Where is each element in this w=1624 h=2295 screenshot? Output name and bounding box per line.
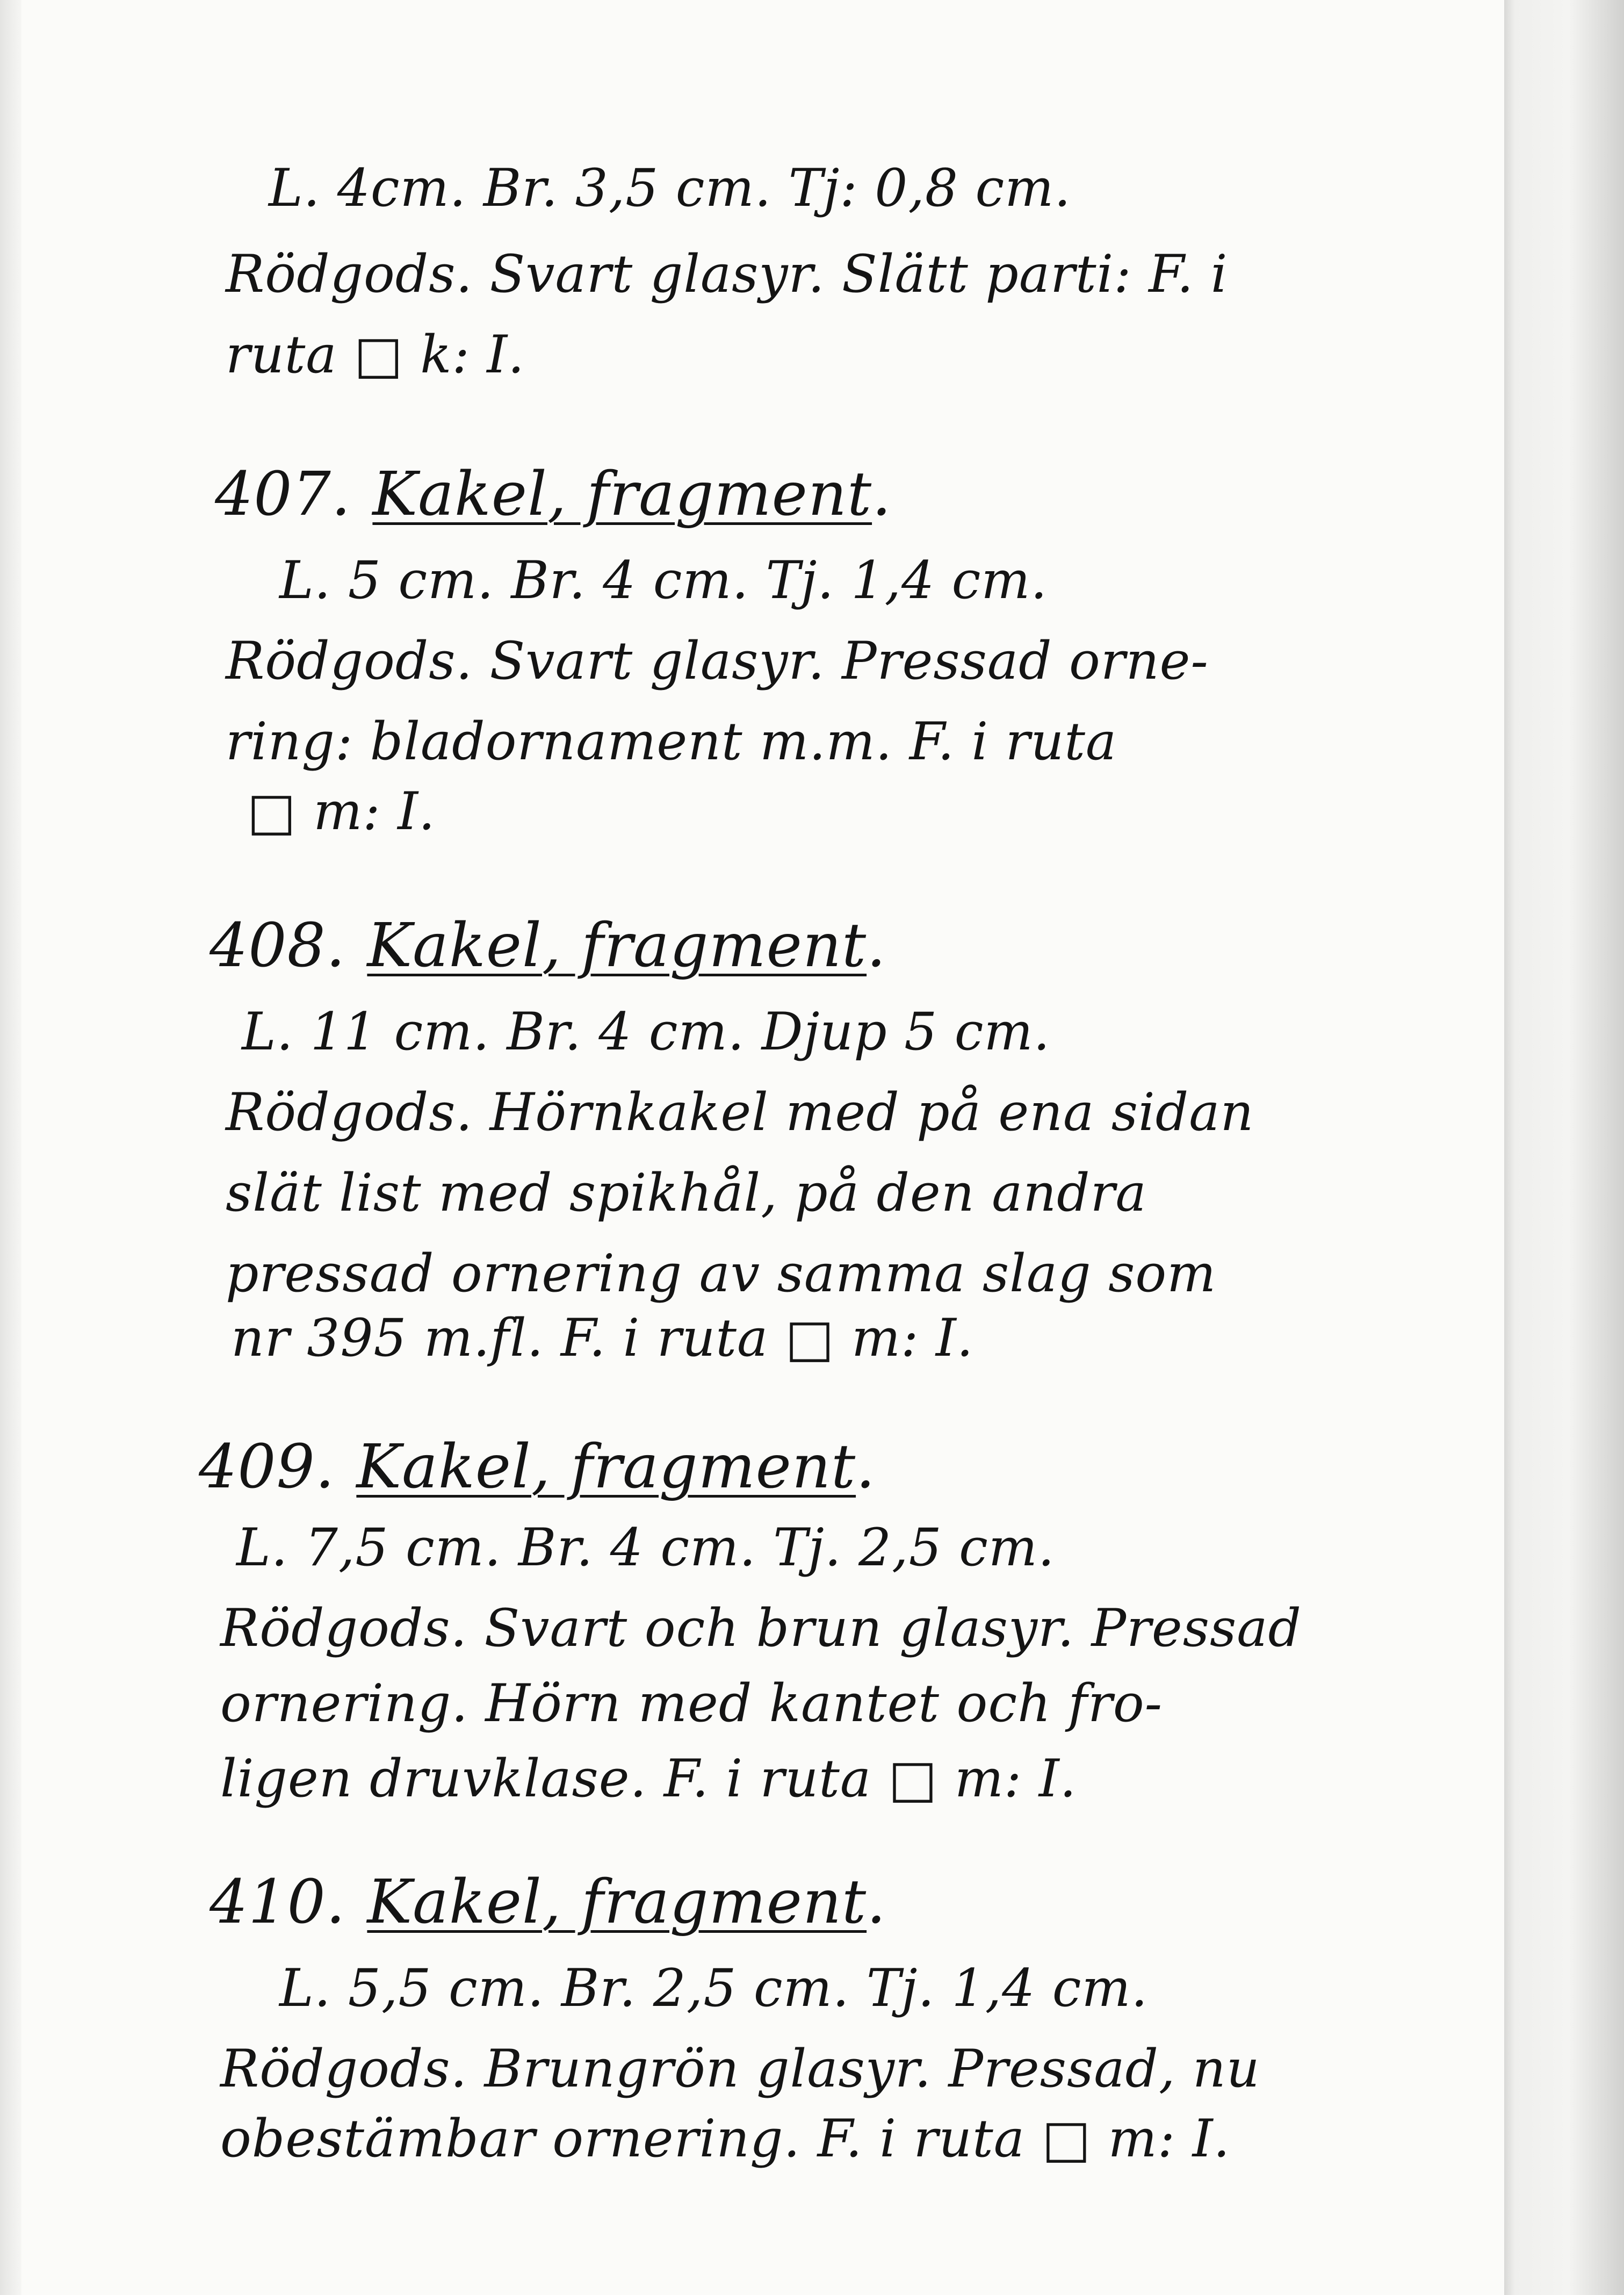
entry-title: Kakel, fragment	[356, 1432, 856, 1502]
entry-number: 410.	[210, 1867, 346, 1937]
text-line: ligen druvklase. F. i ruta □ m: I.	[220, 1749, 1077, 1809]
text-line: L. 5 cm. Br. 4 cm. Tj. 1,4 cm.	[279, 550, 1048, 610]
text-line: nr 395 m.fl. F. i ruta □ m: I.	[231, 1308, 974, 1368]
text-line: □ m: I.	[247, 781, 436, 841]
entry-number: 409.	[199, 1432, 335, 1502]
entry-title: Kakel, fragment	[367, 911, 867, 981]
entry-title: Kakel, fragment	[367, 1867, 867, 1937]
text-line: L. 4cm. Br. 3,5 cm. Tj: 0,8 cm.	[269, 158, 1071, 218]
text-line: Rödgods. Svart glasyr. Slätt parti: F. i	[226, 244, 1228, 304]
text-line: L. 7,5 cm. Br. 4 cm. Tj. 2,5 cm.	[236, 1517, 1055, 1578]
page-left-edge	[0, 0, 21, 2295]
text-line: slät list med spikhål, på den andra	[226, 1163, 1147, 1223]
text-line: L. 11 cm. Br. 4 cm. Djup 5 cm.	[242, 1002, 1051, 1062]
entry-heading: 407. Kakel, fragment.	[215, 459, 892, 529]
entry-title: Kakel, fragment	[372, 459, 872, 529]
text-line: Rödgods. Brungrön glasyr. Pressad, nu	[220, 2039, 1260, 2099]
page-right-edge	[1504, 0, 1624, 2295]
entry-heading: 409. Kakel, fragment.	[199, 1432, 876, 1502]
entry-number: 408.	[210, 911, 346, 981]
text-line: ornering. Hörn med kantet och fro-	[220, 1673, 1163, 1733]
entry-heading: 410. Kakel, fragment.	[210, 1867, 886, 1937]
text-line: pressad ornering av samma slag som	[226, 1243, 1217, 1304]
text-line: Rödgods. Hörnkakel med på ena sidan	[226, 1082, 1254, 1142]
entry-heading: 408. Kakel, fragment.	[210, 911, 886, 981]
text-line: ring: bladornament m.m. F. i ruta	[226, 711, 1117, 772]
text-line: ruta □ k: I.	[226, 325, 525, 385]
text-line: Rödgods. Svart och brun glasyr. Pressad	[220, 1598, 1302, 1658]
text-line: obestämbar ornering. F. i ruta □ m: I.	[220, 2109, 1230, 2169]
entry-number: 407.	[215, 459, 351, 529]
text-line: L. 5,5 cm. Br. 2,5 cm. Tj. 1,4 cm.	[279, 1958, 1149, 2018]
text-line: Rödgods. Svart glasyr. Pressad orne-	[226, 631, 1209, 691]
